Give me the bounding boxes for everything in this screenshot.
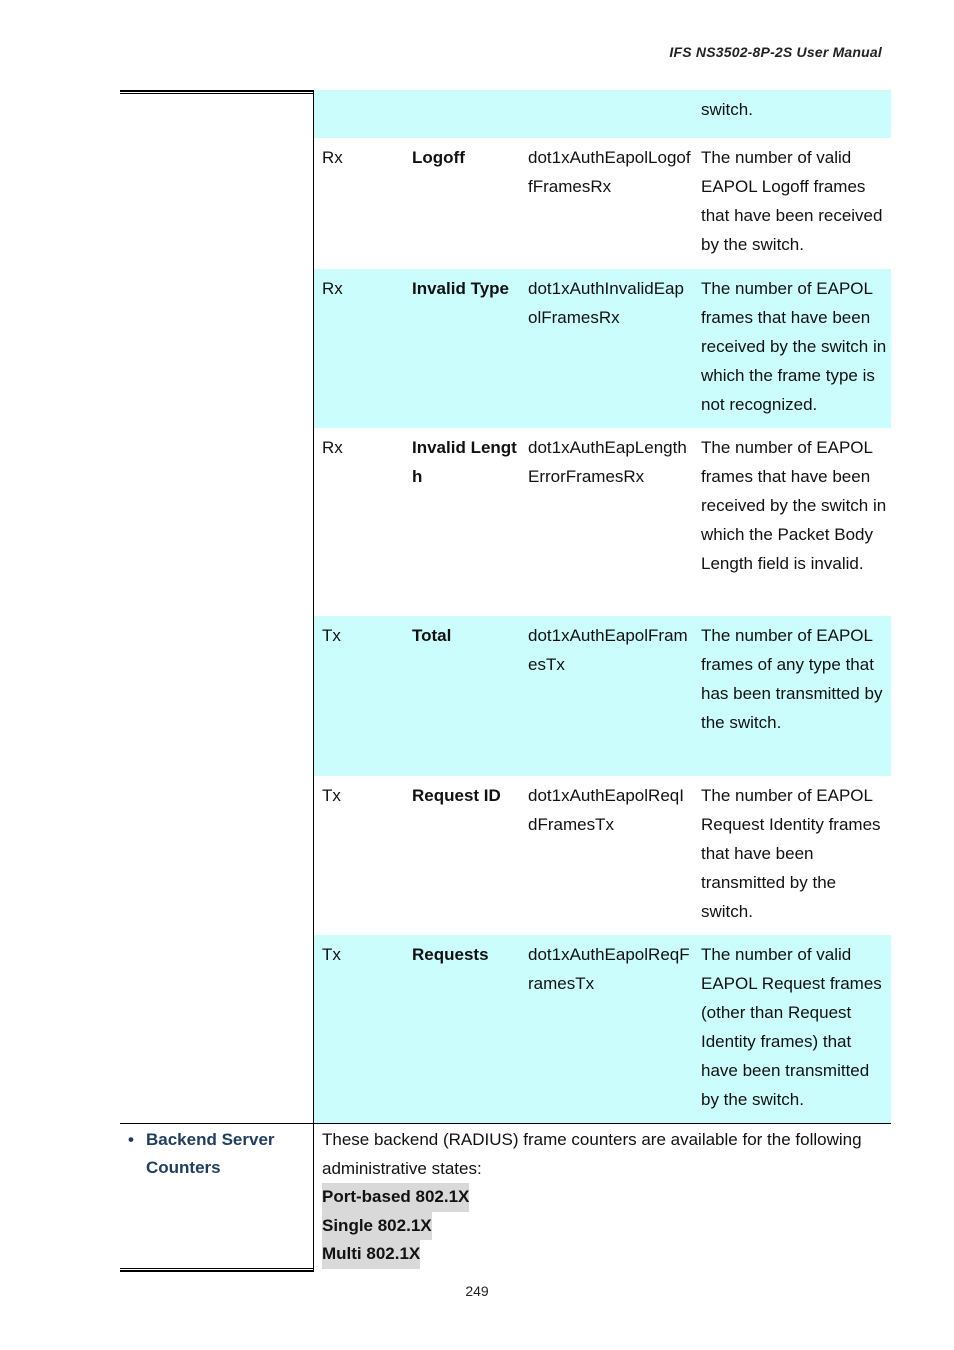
direction-cell: Tx <box>322 945 341 964</box>
counter-name-cell: Request ID <box>412 786 501 805</box>
mib-object-cell: dot1xAuthEapolFramesTx <box>528 626 688 674</box>
counter-name-cell: Invalid Type <box>412 279 509 298</box>
mib-object-cell: dot1xAuthEapolReqFramesTx <box>528 945 690 993</box>
table-row <box>314 935 891 1123</box>
counter-name-cell: Invalid Length <box>412 438 517 486</box>
table-bottom-rule <box>120 1268 314 1272</box>
description-cell: switch. <box>701 100 753 119</box>
counter-name-cell: Logoff <box>412 148 465 167</box>
state-port-based: Port-based 802.1X <box>322 1183 469 1212</box>
description-cell: The number of EAPOL frames that have been received by the switch in which the frame type is not recognized. <box>701 279 887 414</box>
table-top-rule <box>120 90 314 94</box>
mib-object-cell: dot1xAuthEapolLogoffFramesRx <box>528 148 691 196</box>
counter-name-cell: Total <box>412 626 452 645</box>
table-label-column <box>120 90 314 1272</box>
backend-label-text: Backend Server Counters <box>146 1130 275 1177</box>
backend-section-label <box>128 1126 308 1182</box>
table-row <box>314 138 891 269</box>
mib-object-cell: dot1xAuthEapolReqIdFramesTx <box>528 786 684 834</box>
direction-cell: Rx <box>322 279 343 298</box>
direction-cell: Rx <box>322 438 343 457</box>
description-cell: The number of valid EAPOL Logoff frames that have been received by the switch. <box>701 148 883 254</box>
direction-cell: Tx <box>322 786 341 805</box>
description-cell: The number of EAPOL Request Identity frames that have been transmitted by the switch. <box>701 786 881 921</box>
direction-cell: Tx <box>322 626 341 645</box>
section-divider <box>120 1123 891 1124</box>
bullet-icon: • <box>128 1130 134 1149</box>
table-row <box>314 269 891 428</box>
mib-object-cell: dot1xAuthEapLengthErrorFramesRx <box>528 438 687 486</box>
backend-description <box>322 1126 888 1269</box>
backend-intro: These backend (RADIUS) frame counters are available for the following administrative states: <box>322 1130 862 1178</box>
table-row <box>314 90 891 138</box>
direction-cell: Rx <box>322 148 343 167</box>
description-cell: The number of EAPOL frames that have been received by the switch in which the Packet Body Length field is invalid. <box>701 438 887 573</box>
counter-rows <box>314 90 891 1123</box>
table-row <box>314 428 891 616</box>
counter-name-cell: Requests <box>412 945 489 964</box>
manual-title: IFS NS3502-8P-2S User Manual <box>669 44 882 60</box>
table-row <box>314 776 891 935</box>
state-single: Single 802.1X <box>322 1212 432 1241</box>
table-row <box>314 616 891 776</box>
mib-object-cell: dot1xAuthInvalidEapolFramesRx <box>528 279 684 327</box>
state-multi: Multi 802.1X <box>322 1240 420 1269</box>
page-number: 249 <box>465 1283 489 1299</box>
description-cell: The number of valid EAPOL Request frames (other than Request Identity frames) that have been transmitted by the switch. <box>701 945 882 1109</box>
counter-table <box>120 90 891 1272</box>
description-cell: The number of EAPOL frames of any type that has been transmitted by the switch. <box>701 626 883 732</box>
